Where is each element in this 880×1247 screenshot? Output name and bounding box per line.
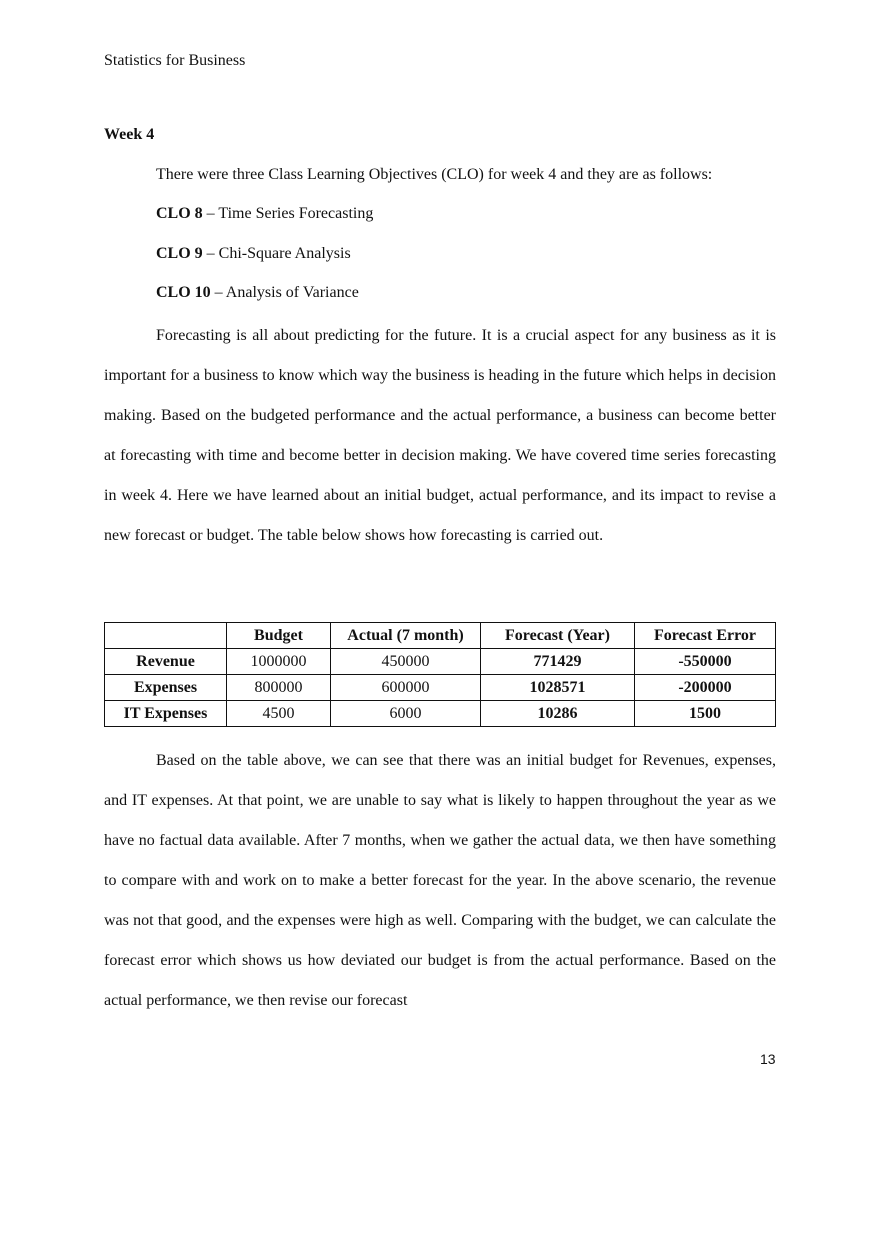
table-cell: 6000 xyxy=(331,701,481,727)
page-number: 13 xyxy=(760,1051,776,1067)
forecast-table xyxy=(104,622,776,727)
clo-code: CLO 8 xyxy=(156,205,203,222)
clo-separator: – xyxy=(202,205,219,222)
table-row xyxy=(105,649,776,675)
clo-title: Time Series Forecasting xyxy=(218,205,374,222)
table-header-cell: Forecast Error xyxy=(635,623,776,649)
table-cell: 771429 xyxy=(481,649,635,675)
clo-title: Chi-Square Analysis xyxy=(218,245,351,262)
table-cell: 1028571 xyxy=(481,675,635,701)
intro-line: There were three Class Learning Objectives (CLO) for week 4 and they are as follows: xyxy=(156,166,713,183)
table-cell: 800000 xyxy=(227,675,331,701)
paragraph-analysis: Based on the table above, we can see that there was an initial budget for Revenues, expenses, and IT expenses. At that point, we are unable to say what is likely to happen throughout the year as we have no factual data available. After 7 months, when we gather the actual data, we then have something to compare with and work on to make a better forecast for the year. In the above scenario, the revenue was not that good, and the expenses were high as well. Comparing with the budget, we can calculate the forecast error which shows us how deviated our budget is from the actual performance. Based on the actual performance, we then revise our forecast xyxy=(104,752,776,1009)
clo-code: CLO 10 xyxy=(156,284,211,301)
table-header-row xyxy=(105,623,776,649)
table-cell: 600000 xyxy=(331,675,481,701)
clo-item xyxy=(156,205,373,223)
table-cell: 4500 xyxy=(227,701,331,727)
table-cell: 1000000 xyxy=(227,649,331,675)
row-label: Expenses xyxy=(105,675,227,701)
clo-item xyxy=(156,245,351,263)
table-cell: 450000 xyxy=(331,649,481,675)
table-header-cell: Forecast (Year) xyxy=(481,623,635,649)
running-header: Statistics for Business xyxy=(104,52,246,69)
table-cell: -550000 xyxy=(635,649,776,675)
table-cell: 10286 xyxy=(481,701,635,727)
clo-separator: – xyxy=(210,284,226,301)
table-header-cell: Actual (7 month) xyxy=(331,623,481,649)
table-cell: 1500 xyxy=(635,701,776,727)
table-header-cell: Budget xyxy=(227,623,331,649)
paragraph-forecasting: Forecasting is all about predicting for the future. It is a crucial aspect for any business as it is important for a business to know which way the business is heading in the future which helps in decision making. Based on the budgeted performance and the actual performance, a business can become better at forecasting with time and become better in decision making. We have covered time series forecasting in week 4. Here we have learned about an initial budget, actual performance, and its impact to revise a new forecast or budget. The table below shows how forecasting is carried out. xyxy=(104,327,776,544)
clo-separator: – xyxy=(202,245,219,262)
row-label: Revenue xyxy=(105,649,227,675)
table-row xyxy=(105,675,776,701)
row-label: IT Expenses xyxy=(105,701,227,727)
table-row xyxy=(105,701,776,727)
table-cell: -200000 xyxy=(635,675,776,701)
table-header-cell xyxy=(105,623,227,649)
clo-code: CLO 9 xyxy=(156,245,203,262)
clo-title: Analysis of Variance xyxy=(225,284,359,301)
section-heading: Week 4 xyxy=(104,126,155,143)
clo-item xyxy=(156,284,359,302)
